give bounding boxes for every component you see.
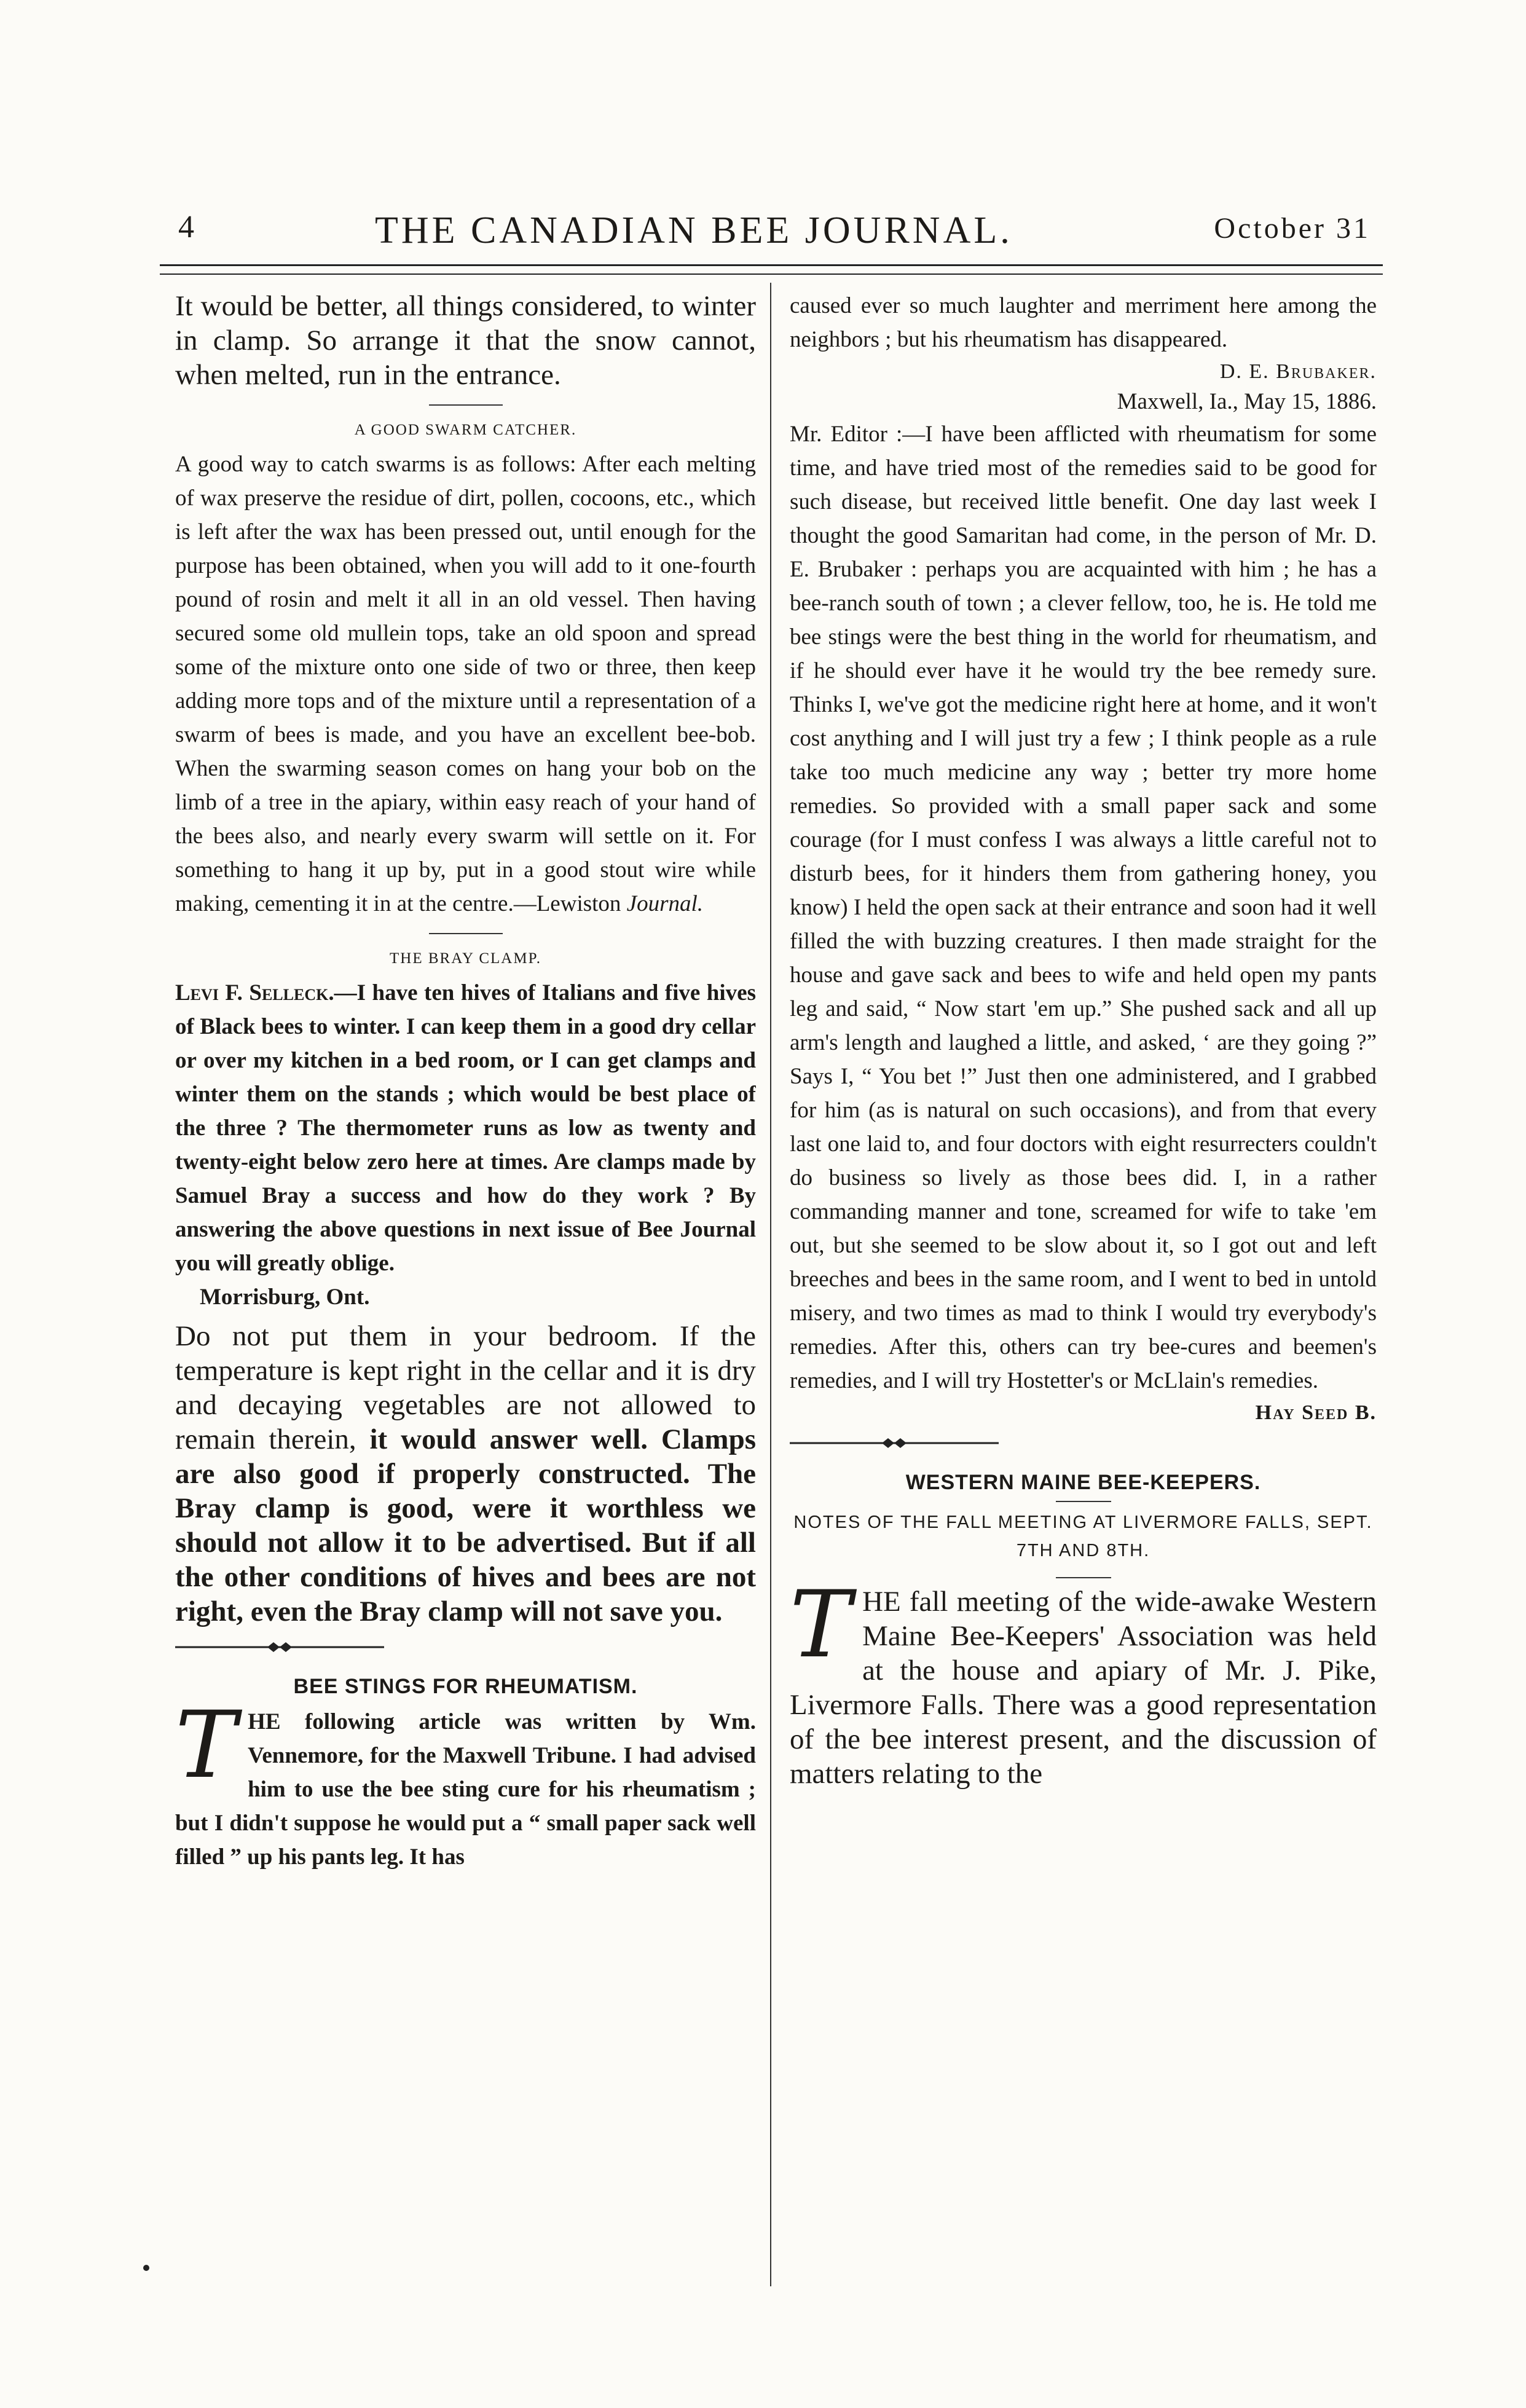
column-divider [770, 283, 771, 2286]
page-number: 4 [178, 210, 194, 245]
journal-title: THE CANADIAN BEE JOURNAL. [375, 210, 1013, 251]
ink-speck [143, 2265, 149, 2271]
letter-place-date: Maxwell, Ia., May 15, 1886. [1117, 389, 1377, 414]
bray-reply-plain: Do not put them in your bedroom. If the temperature is kept right in the cellar and it is dry and decaying vegetables are not allowed to remain therein, [175, 1320, 756, 1455]
maine-heading: WESTERN MAINE BEE-KEEPERS. [905, 1471, 1261, 1494]
right-column [790, 289, 1377, 2292]
bray-clamp-heading: THE BRAY CLAMP. [390, 950, 541, 967]
header-rule-lower [160, 273, 1383, 275]
left-column [175, 289, 756, 2292]
section-divider [429, 933, 503, 934]
signature-brubaker: D. E. Brubaker. [1219, 360, 1377, 383]
page-header [178, 209, 1371, 258]
bray-clamp-place: Morrisburg, Ont. [200, 1285, 370, 1310]
bray-clamp-author: Levi F. Selleck. [175, 980, 334, 1005]
swarm-catcher-source: Journal. [626, 891, 704, 916]
dropcap-letter: T [175, 1692, 237, 1799]
rheumatism-heading: BEE STINGS FOR RHEUMATISM. [293, 1675, 638, 1698]
editor-letter: Mr. Editor :—I have been afflicted with rheumatism for some time, and have tried most of the remedies said to be good for such disease, but received little benefit. One day last week I thought the good Samaritan had come, in the person of Mr. D. E. Brubaker : perhaps you are acquainted with him ; he has a bee-ranch south of town ; a clever fellow, too, he is. He told me bee stings were the best thing in the world for rheumatism, and if he should ever have it he would try the bee remedy sure. Thinks I, we've got the medicine right here at home, and it won't cost anything and I will just try a few ; I think people as a rule take too much medicine any way ; better try more home remedies. So provided with a small paper sack and some courage (for I must confess I was always a little careful not to disturb bees, for it hinders them from gathering honey, you know) I held the open sack at their entrance and soon had it well filled the with buzzing creatures. I then made straight for the house and gave sack and bees to wife and held open my pants leg and said, “ Now start 'em up.” She pushed sack and all up arm's length and laughed a little, and asked, ‘ are they going ?” Says I, “ You bet !” Just then one administered, and I grabbed for him (as is natural on such occasions), and from that every last one laid to, and four doctors with eight resurrecters couldn't do business so lively as those bees did. I, in a rather commanding manner and tone, screamed for wife to take 'em out, but she seemed to be slow about it, so I got out and left breeches and bees in the same room, and I went to bed in untold misery, and two times as mad to think I would try everybody's remedies. After this, others can try bee-cures and beemen's remedies, and I will try Hostetter's or McLlain's remedies. [790, 422, 1377, 1393]
dropcap-letter: T [790, 1572, 852, 1678]
bray-clamp-question: —I have ten hives of Italians and five hives of Black bees to winter. I can keep them in a good dry cellar or over my kitchen in a bed room, or I can get clamps and winter them on the stands ; which would be best place of the three ? The thermometer runs as low as twenty and twenty-eight below zero here at times. Are clamps made by Samuel Bray a success and how do they work ? By answering the above questions in next issue of Bee Journal you will greatly oblige. [175, 980, 756, 1276]
maine-text: HE fall meeting of the wide-awake Western Maine Bee-Keepers' Association was held at the house and apiary of Mr. J. Pike, Livermore Falls. There was a good representation of the bee interest present, and the discussion of matters relating to the [790, 1586, 1377, 1790]
swarm-catcher-heading: A GOOD SWARM CATCHER. [354, 422, 577, 438]
maine-text-paragraph [790, 1572, 1377, 1791]
section-divider [1056, 1577, 1111, 1578]
swarm-catcher-text [175, 447, 756, 921]
issue-date: October 31 [1214, 212, 1371, 245]
ornament-divider [790, 1436, 999, 1450]
ornament-divider [175, 1640, 384, 1655]
section-divider [1056, 1501, 1111, 1502]
signature-hay-seed: Hay Seed B. [1255, 1401, 1377, 1424]
swarm-catcher-body: A good way to catch swarms is as follows: After each melting of wax preserve the residue of dirt, pollen, cocoons, etc., which is left after the wax has been pressed out, until enough for the purpose has been obtained, when you will add to it one-fourth pound of rosin and melt it all in an old vessel. Then having secured some old mullein tops, take an old spoon and spread some of the mixture onto one side of two or three, then keep adding more tops and of the mixture until a representation of a swarm of bees is made, and you have an excellent bee-bob. When the swarming season comes on hang your bob on the limb of a tree in the apiary, within easy reach of your hand of the bees also, and nearly every swarm will settle on it. For something to hang it up by, put in a good stout wire while making, cementing it in at the centre.—Lewiston [175, 452, 756, 916]
rheumatism-text: HE following article was written by Wm. Vennemore, for the Maxwell Tribune. I had advised him to use the bee sting cure for his rheumatism ; but I didn't suppose he would put a “ small paper sack well filled ” up his pants leg. It has [175, 1709, 756, 1870]
header-rule [160, 264, 1383, 266]
section-divider [429, 404, 503, 406]
brubaker-continued: caused ever so much laughter and merriment here among the neighbors ; but his rheumatism has disappeared. [790, 293, 1377, 352]
intro-paragraph: It would be better, all things considered, to winter in clamp. So arrange it that the snow cannot, when melted, run in the entrance. [175, 290, 756, 391]
bray-clamp-reply [175, 1319, 756, 1629]
bray-reply-bold: it would answer well. Clamps are also good if properly constructed. The Bray clamp is good, were it worthless we should not allow it to be advertised. But if all the other conditions of hives and bees are not right, even the Bray clamp will not save you. [175, 1423, 756, 1627]
maine-subheading: NOTES OF THE FALL MEETING AT LIVERMORE FALLS, SEPT. 7TH AND 8TH. [793, 1513, 1373, 1560]
bray-clamp-letter [175, 976, 756, 1280]
rheumatism-intro [175, 1692, 756, 1874]
